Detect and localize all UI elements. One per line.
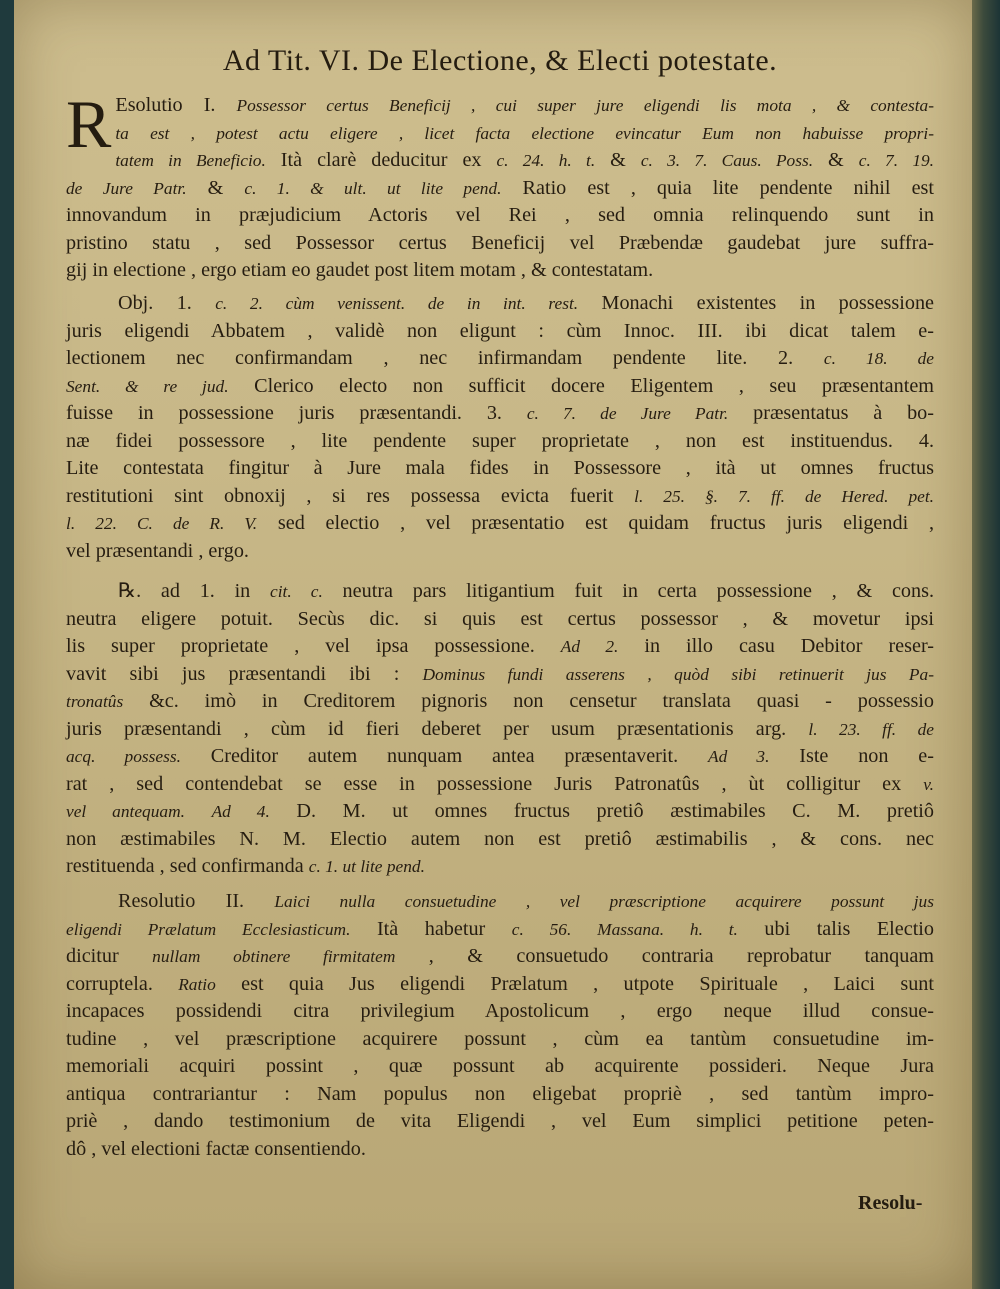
text-line: lectionem nec confirmandam , nec infirmandam pendente lite. 2. c. 18. de: [66, 347, 935, 369]
paragraph-responsio: [66, 578, 934, 881]
text-line: ta est , potest actu eligere , licet facta electione evincatur Eum non habuisse propri-: [115, 123, 934, 143]
text-line: ℞. ad 1. in cit. c. neutra pars litigantium fuit in certa possessione , & cons.: [118, 580, 935, 602]
paragraph-lines: [66, 290, 934, 565]
text-line: gij in electione , ergo etiam eo gaudet post litem motam , & contestatam.: [66, 259, 654, 281]
text-line: Lite contestata fingitur à Jure mala fides in Possessore , ità ut omnes fructus: [66, 457, 934, 479]
text-line: incapaces possidendi citra privilegium Apostolicum , ergo neque illud consue-: [66, 1000, 934, 1022]
text-line: vel antequam. Ad 4. D. M. ut omnes fructus pretiô æstimabiles C. M. pretiô: [66, 800, 935, 822]
text-line: antiqua contrariantur : Nam populus non eligebat propriè , sed tantùm impro-: [66, 1082, 934, 1105]
text-line: innovandum in præjudicium Actoris vel Rei , sed omnia relinquendo sunt in: [66, 204, 934, 226]
text-line: rat , sed contendebat se esse in possessione Juris Patronatûs , ùt colligitur ex v.: [66, 772, 934, 795]
text-line: non æstimabiles N. M. Electio autem non est pretiô æstimabilis , & cons. nec: [66, 827, 934, 850]
text-line: juris eligendi Abbatem , validè non eligunt : cùm Innoc. III. ibi dicat talem e-: [66, 319, 934, 342]
text-line: tatem in Beneficio. Ità clarè deducitur ex c. 24. h. t. & c. 3. 7. Caus. Poss. & c. 7. 19.: [115, 149, 935, 171]
text-line: memoriali acquiri possint , quæ possunt ab acquirente possideri. Neque Jura: [66, 1055, 934, 1077]
text-line: pristino statu , sed Possessor certus Beneficij vel Præbendæ gaudebat jure suffra-: [66, 231, 934, 254]
paragraph-lines: [66, 888, 934, 1163]
text-line: eligendi Prælatum Ecclesiasticum. Ità habetur c. 56. Massana. h. t. ubi talis Electio: [66, 917, 935, 940]
text-line: Esolutio I. Possessor certus Beneficij , cui super jure eligendi lis mota , & contesta-: [115, 94, 934, 116]
text-line: dicitur nullam obtinere firmitatem , & consuetudo contraria reprobatur tanquam: [66, 945, 934, 967]
text-line: tronatûs &c. imò in Creditorem pignoris non censetur translata quasi - possessio: [66, 690, 934, 712]
paragraph-lines: [66, 578, 934, 881]
catchword: Resolu-: [858, 1192, 923, 1214]
text-line: Resolutio II. Laici nulla consuetudine , vel præscriptione acquirere possunt jus: [118, 890, 934, 912]
text-line: de Jure Patr. & c. 1. & ult. ut lite pend. Ratio est , quia lite pendente nihil est: [66, 176, 934, 199]
text-line: corruptela. Ratio est quia Jus eligendi Prælatum , utpote Spirituale , Laici sunt: [66, 972, 934, 995]
text-line: Sent. & re jud. Clerico electo non sufficit docere Eligentem , seu præsentantem: [66, 374, 934, 397]
text-line: priè , dando testimonium de vita Eligendi , vel Eum simplici petitione peten-: [66, 1110, 934, 1132]
paragraph-resolutio-2: [66, 888, 934, 1163]
text-line: næ fidei possessore , lite pendente super proprietate , non est instituendus. 4.: [66, 429, 934, 452]
text-line: lis super proprietate , vel ipsa possessione. Ad 2. in illo casu Debitor reser-: [66, 635, 934, 657]
text-line: restitutioni sint obnoxij , si res possessa evicta fuerit l. 25. §. 7. ff. de Hered. pet.: [66, 484, 934, 507]
page-edge: [972, 0, 1000, 1289]
text-line: dô , vel electioni factæ consentiendo.: [66, 1137, 366, 1160]
text-line: Obj. 1. c. 2. cùm venissent. de in int. rest. Monachi existentes in possessione: [118, 292, 935, 314]
paragraph-resolutio-1: [66, 86, 935, 285]
page-heading: Ad Tit. VI. De Electione, & Electi potestate.: [222, 44, 778, 77]
text-line: tudine , vel præscriptione acquirere possunt , cùm ea tantùm consuetudine im-: [66, 1027, 934, 1050]
text-line: l. 22. C. de R. V. sed electio , vel præsentatio est quidam fructus juris eligendi ,: [66, 512, 935, 534]
text-line: vel præsentandi , ergo.: [66, 539, 249, 562]
text-line: vavit sibi jus præsentandi ibi : Dominus fundi asserens , quòd sibi retinuerit jus Pa-: [66, 662, 934, 685]
text-line: restituenda , sed confirmanda c. 1. ut lite pend.: [66, 855, 425, 877]
drop-cap: R: [66, 86, 112, 162]
text-line: neutra eligere potuit. Secùs dic. si quis est certus possessor , & movetur ipsi: [66, 607, 934, 630]
text-line: acq. possess. Creditor autem nunquam antea præsentaverit. Ad 3. Iste non e-: [66, 745, 934, 767]
paragraph-objectio: [66, 290, 934, 565]
paragraph-lines: [66, 86, 935, 285]
text-line: fuisse in possessione juris præsentandi. 3. c. 7. de Jure Patr. præsentatus à bo-: [66, 402, 934, 424]
text-line: juris præsentandi , cùm id fieri deberet per usum præsentationis arg. l. 23. ff. de: [66, 717, 934, 740]
